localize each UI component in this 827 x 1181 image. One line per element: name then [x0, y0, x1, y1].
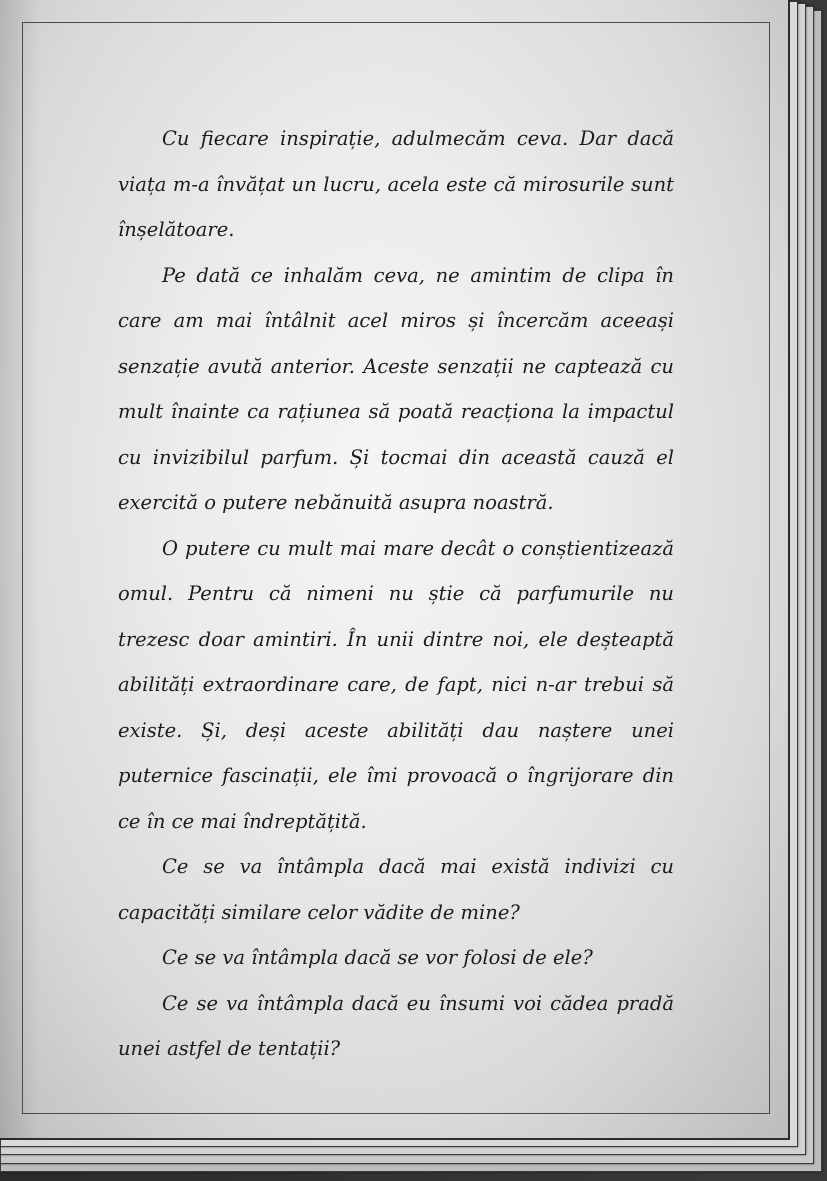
paragraph: Ce se va întâmpla dacă eu însumi voi cădea pradă unei astfel de tentații? — [118, 991, 674, 1060]
paragraph: Cu fiecare inspirație, adulmecăm ceva. Dar dacă viața m-a învățat un lucru, acela este că mirosurile sunt înșelătoare. — [118, 127, 674, 241]
paragraph: Ce se va întâmpla dacă mai există indivizi cu capacități similare celor vădite de mine? — [118, 855, 674, 924]
paragraph: Ce se va întâmpla dacă se vor folosi de ele? — [162, 946, 593, 969]
paragraph: O putere cu mult mai mare decât o conștientizează omul. Pentru că nimeni nu știe că parfumurile nu trezesc doar amintiri. În unii dintre noi, ele deșteaptă abilități extraordinare care, de fapt, nici n-ar trebui să existe. Și, deși aceste abilități dau naștere unei puternice fascinații, ele îmi provoacă o îngrijorare din ce în ce mai îndreptățită. — [118, 536, 674, 833]
page-text — [118, 116, 674, 1072]
paragraph: Pe dată ce inhalăm ceva, ne amintim de clipa în care am mai întâlnit acel miros și încercăm aceeași senzație avută anterior. Aceste senzații ne captează cu mult înainte ca rațiunea să poată reacționa la impactul cu invizibilul parfum. Și tocmai din această cauză el exercită o putere nebănuită asupra noastră. — [118, 263, 674, 514]
